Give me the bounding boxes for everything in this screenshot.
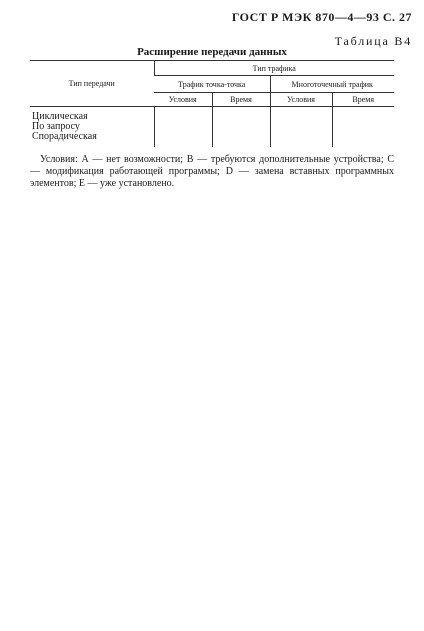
time-header: Время [212, 93, 270, 107]
table-label: Таблица В4 [334, 34, 412, 48]
table-cell [154, 107, 212, 148]
multipoint-header: Многоточечный трафик [270, 76, 394, 93]
traffic-type-header: Тип трафика [154, 61, 394, 76]
type-on-request: По запросу [32, 121, 80, 132]
type-sporadic: Спорадическая [32, 131, 97, 142]
transmission-type-list [30, 107, 154, 148]
table-cell [212, 107, 270, 148]
time-header: Время [332, 93, 394, 107]
document-header: ГОСТ Р МЭК 870—4—93 С. 27 [231, 10, 412, 24]
table-cell [270, 107, 332, 148]
type-cyclic: Циклическая [32, 111, 88, 122]
conditions-header: Условия [270, 93, 332, 107]
conditions-note: Условия: А — нет возможности; В — требуются дополнительные устройства; С — модификация работающей программы; D — замена вставных программных элементов; Е — уже установлено. [30, 154, 394, 189]
conditions-header: Условия [154, 93, 212, 107]
data-transmission-table [30, 60, 394, 147]
table-cell [332, 107, 394, 148]
table-title: Расширение передачи данных [137, 46, 287, 58]
table-body-row [30, 107, 394, 148]
point-to-point-header: Трафик точка-точка [154, 76, 270, 93]
transmission-type-header: Тип передачи [30, 61, 154, 107]
